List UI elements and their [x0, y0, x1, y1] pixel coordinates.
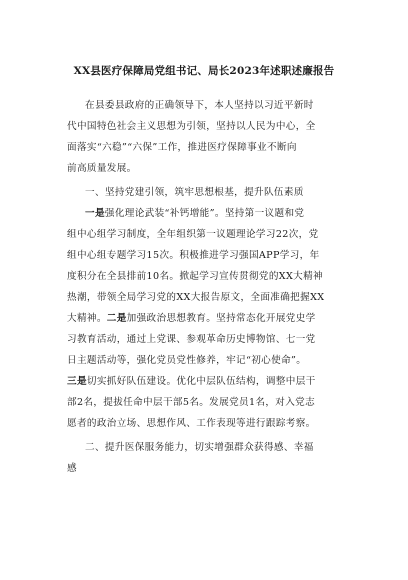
line-text: 日主题活动等，强化党员党性修养，牢记“初心使命”。	[67, 355, 307, 366]
paragraph-line	[67, 463, 77, 475]
line-text: 热潮，带领全局学习党的XX大报告原文，全面准确把握XX	[67, 292, 325, 303]
line-text: 大精神。	[67, 313, 107, 324]
section-heading-text: 二、提升医保服务能力，切实增强群众获得感、幸福	[85, 442, 314, 453]
line-text: 组中心组专题学习15次。积极推进学习强国APP学习，年	[67, 250, 320, 261]
paragraph-line	[67, 250, 320, 262]
section-heading	[85, 187, 304, 199]
section-heading-text: 一、坚持党建引领，筑牢思想根基，提升队伍素质	[85, 187, 304, 198]
line-text: 习教育活动，通过上党课、参观革命历史博物馆、七一党	[67, 334, 316, 345]
line-text: 感	[67, 463, 77, 474]
paragraph-line	[67, 121, 316, 133]
paragraph-line	[67, 313, 316, 325]
emphasis-text: 三是	[67, 376, 87, 387]
paragraph-line	[85, 208, 304, 220]
line-text: 在县委县政府的正确领导下，本人坚持以习近平新时	[85, 100, 314, 111]
paragraph-line	[67, 418, 316, 430]
paragraph-line	[67, 376, 316, 388]
paragraph-line	[67, 355, 306, 367]
paragraph-line	[67, 334, 316, 346]
emphasis-text: 二是	[106, 313, 127, 324]
line-text: 前高质量发展。	[67, 163, 137, 174]
paragraph-line	[67, 163, 137, 175]
line-text: 度积分在全县排前10名。掀起学习宣传贯彻党的XX大精神	[67, 271, 323, 282]
emphasis-text: 一是	[85, 208, 105, 219]
line-text: 强化理论武装“补钙增能”。坚持第一议题和党	[104, 208, 305, 219]
line-text: 加强政治思想教育。坚持常态化开展党史学	[126, 313, 316, 324]
paragraph-line	[67, 142, 297, 154]
line-text: 面落实“六稳”“六保”工作，推进医疗保障事业不断向	[67, 142, 297, 153]
section-heading	[85, 442, 314, 454]
line-text: 代中国特色社会主义思想为引领，坚持以人民为中心，全	[67, 121, 316, 132]
line-text: 组中心组学习制度，全年组织第一议题理论学习22次，党	[67, 229, 319, 240]
paragraph-line	[67, 292, 324, 304]
line-text: 切实抓好队伍建设。优化中层队伍结构，调整中层干	[86, 376, 316, 387]
document-title: XX县医疗保障局党组书记、局长2023年述职述廉报告	[73, 65, 335, 77]
paragraph-line	[67, 397, 315, 409]
paragraph-line	[85, 100, 314, 112]
line-text: 部2名，提拔任命中层干部5名。发展党员1名，对入党志	[67, 397, 316, 408]
line-text: 愿者的政治立场、思想作风、工作表现等进行跟踪考察。	[67, 418, 316, 429]
paragraph-line	[67, 271, 323, 283]
paragraph-line	[67, 229, 319, 241]
